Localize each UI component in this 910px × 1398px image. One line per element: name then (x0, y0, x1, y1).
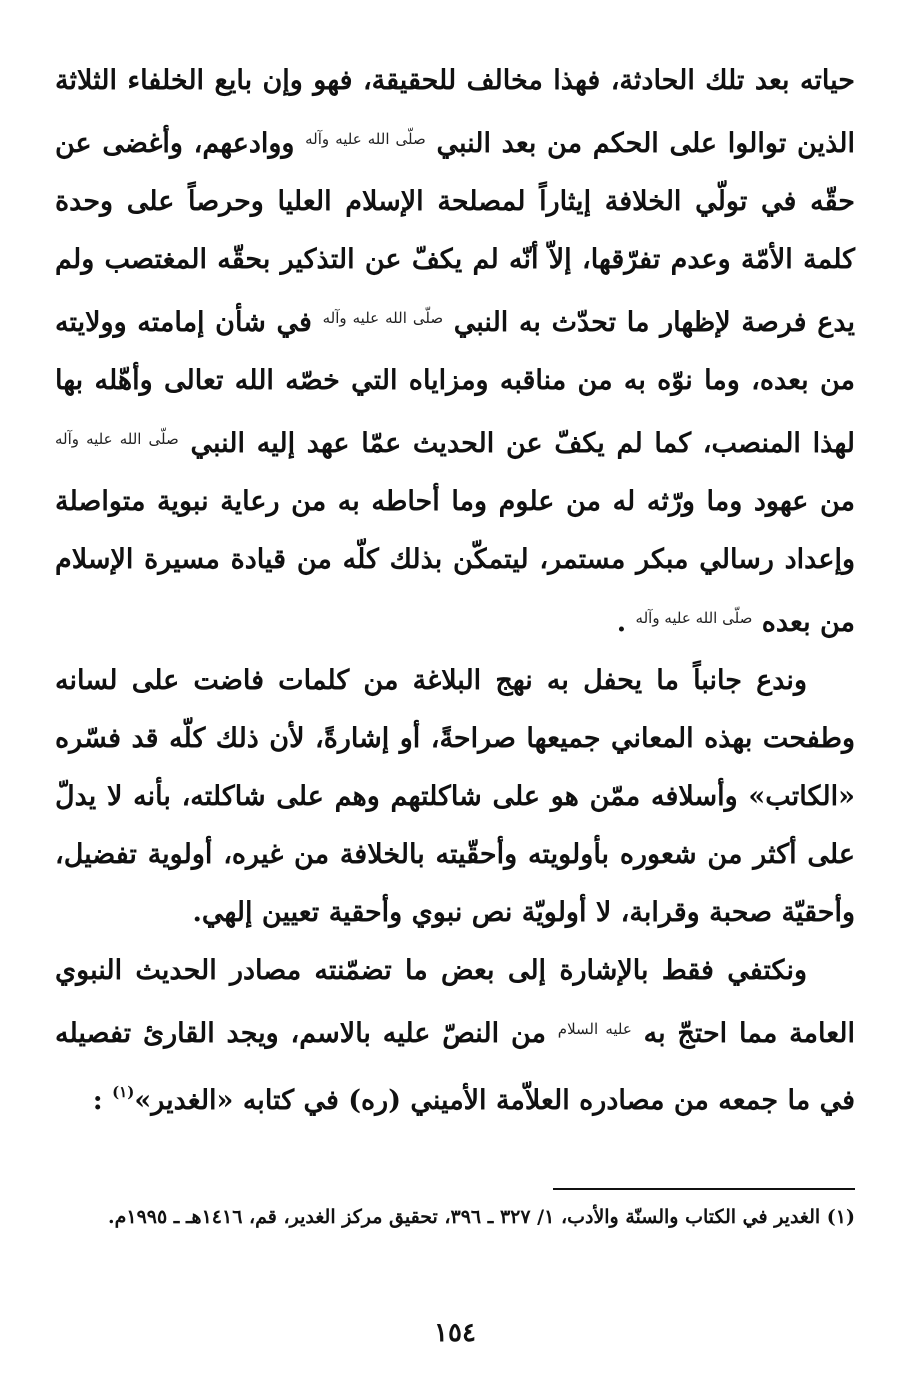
paragraph-1-part-1: حياته بعد تلك الحادثة، فهذا مخالف للحقيقة، فهو وإن بايع الخلفاء الثلاثة الذين توالوا على الحكم من بعد النبي (55, 65, 856, 159)
salawat-symbol: صلّى الله عليه وآله (55, 430, 179, 448)
salawat-symbol: صلّى الله عليه وآله (322, 309, 444, 327)
salawat-symbol: صلّى الله عليه وآله (305, 130, 426, 148)
paragraph-1 (55, 52, 855, 652)
paragraph-3-part-1: ونكتفي فقط بالإشارة إلى بعض ما تضمّنته مصادر الحديث النبوي العامة مما احتجّ به (55, 955, 856, 1049)
paragraph-3-part-3: : (92, 1085, 103, 1116)
footnote-divider (553, 1188, 855, 1190)
paragraph-1-part-4: من عهود وما ورّثه له من علوم وما أحاطه به من رعاية نبوية متواصلة وإعداد رسالي مبكر مستمر، ليتمكّن بذلك كلّه من قيادة مسيرة الإسلام من بعده (55, 486, 855, 638)
paragraph-3 (55, 942, 855, 1130)
footnote: (١) الغدير في الكتاب والسنّة والأدب، ١/ ٣٢٧ ـ ٣٩٦، تحقيق مركز الغدير، قم، ١٤١٦هـ ـ ١٩٩٥م. (107, 1206, 855, 1228)
paragraph-1-part-3: في شأن إمامته وولايته من بعده، وما نوّه به من مناقبه ومزاياه التي خصّه الله تعالى وأهّله بها لهذا المنصب، كما لم يكفّ عن الحديث عمّا عهد إليه النبي (55, 307, 855, 459)
alayhi-salam-symbol: عليه السلام (557, 1020, 632, 1038)
page-number: ١٥٤ (434, 1318, 476, 1348)
paragraph-3-part-2: من النصّ عليه بالاسم، ويجد القارئ تفصيله في ما جمعه من مصادره العلاّمة الأميني (ره) في كتابه «الغدير» (55, 1018, 855, 1116)
salawat-symbol: صلّى الله عليه وآله (635, 609, 753, 627)
main-text (55, 52, 855, 1130)
paragraph-1-part-5: . (616, 607, 627, 638)
paragraph-1-part-2: ووادعهم، وأغضى عن حقّه في تولّي الخلافة إيثاراً لمصلحة الإسلام العليا وحرصاً على وحدة كلمة الأمّة وعدم تفرّقها، إلاّ أنّه لم يكفّ عن التذكير بحقّه المغتصب ولم يدع فرصة لإظهار ما تحدّث به النبي (55, 128, 856, 338)
paragraph-2: وندع جانباً ما يحفل به نهج البلاغة من كلمات فاضت على لسانه وطفحت بهذه المعاني جميعها صراحةً، أو إشارةً، لأن ذلك كلّه قد فسّره «الكاتب» وأسلافه ممّن هو على شاكلتهم وهم على شاكلته، بأنه لا يدلّ على أكثر من شعوره بأولويته وأحقّيته بالخلافة من غيره، أولوية تفضيل، وأحقيّة صحبة وقرابة، لا أولويّة نص نبوي وأحقية تعيين إلهي. (55, 665, 855, 928)
footnote-reference[interactable]: (١) (112, 1083, 135, 1101)
